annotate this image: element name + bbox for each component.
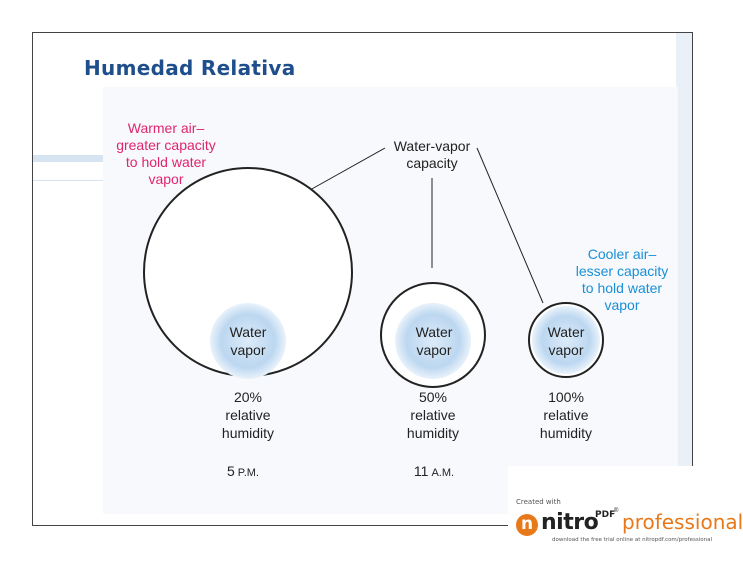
- svg-text:100%: 100%: [548, 389, 584, 405]
- vapor-label-1-line1: Water: [229, 324, 267, 340]
- svg-text:Warmer air–: Warmer air–: [127, 120, 205, 136]
- svg-text:vapor: vapor: [148, 171, 184, 187]
- watermark-professional: professional: [622, 510, 743, 534]
- svg-text:50%: 50%: [418, 389, 448, 405]
- vapor-label-2-line2: vapor: [416, 342, 452, 358]
- svg-text:vapor: vapor: [604, 297, 640, 313]
- humidity-labels: [222, 389, 592, 441]
- watermark-pdf: PDF: [595, 510, 616, 520]
- svg-text:humidity: humidity: [539, 425, 593, 441]
- svg-text:Water-vapor: Water-vapor: [393, 138, 471, 154]
- svg-text:relative: relative: [543, 407, 589, 423]
- svg-text:20%: 20%: [233, 389, 263, 405]
- watermark-brand: nitro: [541, 510, 599, 535]
- svg-text:relative: relative: [410, 407, 456, 423]
- svg-text:relative: relative: [225, 407, 271, 423]
- vapor-disc-small: [532, 306, 600, 374]
- connector-line-small: [477, 148, 543, 303]
- svg-text:11A.M.: 11 A.M.: [413, 463, 455, 479]
- svg-text:Cooler air–: Cooler air–: [587, 246, 657, 262]
- slide-title: Humedad Relativa: [84, 56, 296, 80]
- connector-line-large: [310, 148, 385, 190]
- vapor-disc-large: [210, 303, 286, 379]
- nitro-logo-icon: n: [516, 514, 538, 536]
- vapor-label-3-line1: Water: [547, 324, 585, 340]
- vapor-label-2-line1: Water: [415, 324, 453, 340]
- svg-text:capacity: capacity: [406, 155, 458, 171]
- vapor-label-3-line2: vapor: [548, 342, 584, 358]
- cooler-air-label: [576, 246, 669, 313]
- vapor-disc-medium: [395, 303, 471, 379]
- vapor-label-1-line2: vapor: [230, 342, 266, 358]
- svg-text:lesser capacity: lesser capacity: [575, 263, 669, 279]
- svg-text:humidity: humidity: [221, 425, 275, 441]
- watermark-created-with: Created with: [516, 498, 561, 506]
- watermark-download-text[interactable]: download the free trial online at nitropdf.com/professional: [552, 537, 712, 543]
- svg-text:to hold water: to hold water: [125, 154, 207, 170]
- svg-text:greater capacity: greater capacity: [116, 137, 216, 153]
- watermark-registered-mark: ®: [614, 508, 619, 514]
- svg-text:5P.M.: 5 P.M.: [227, 463, 259, 479]
- svg-text:to hold water: to hold water: [581, 280, 663, 296]
- warmer-air-label: [116, 120, 216, 187]
- water-vapor-capacity-label: [394, 138, 471, 171]
- svg-text:humidity: humidity: [406, 425, 460, 441]
